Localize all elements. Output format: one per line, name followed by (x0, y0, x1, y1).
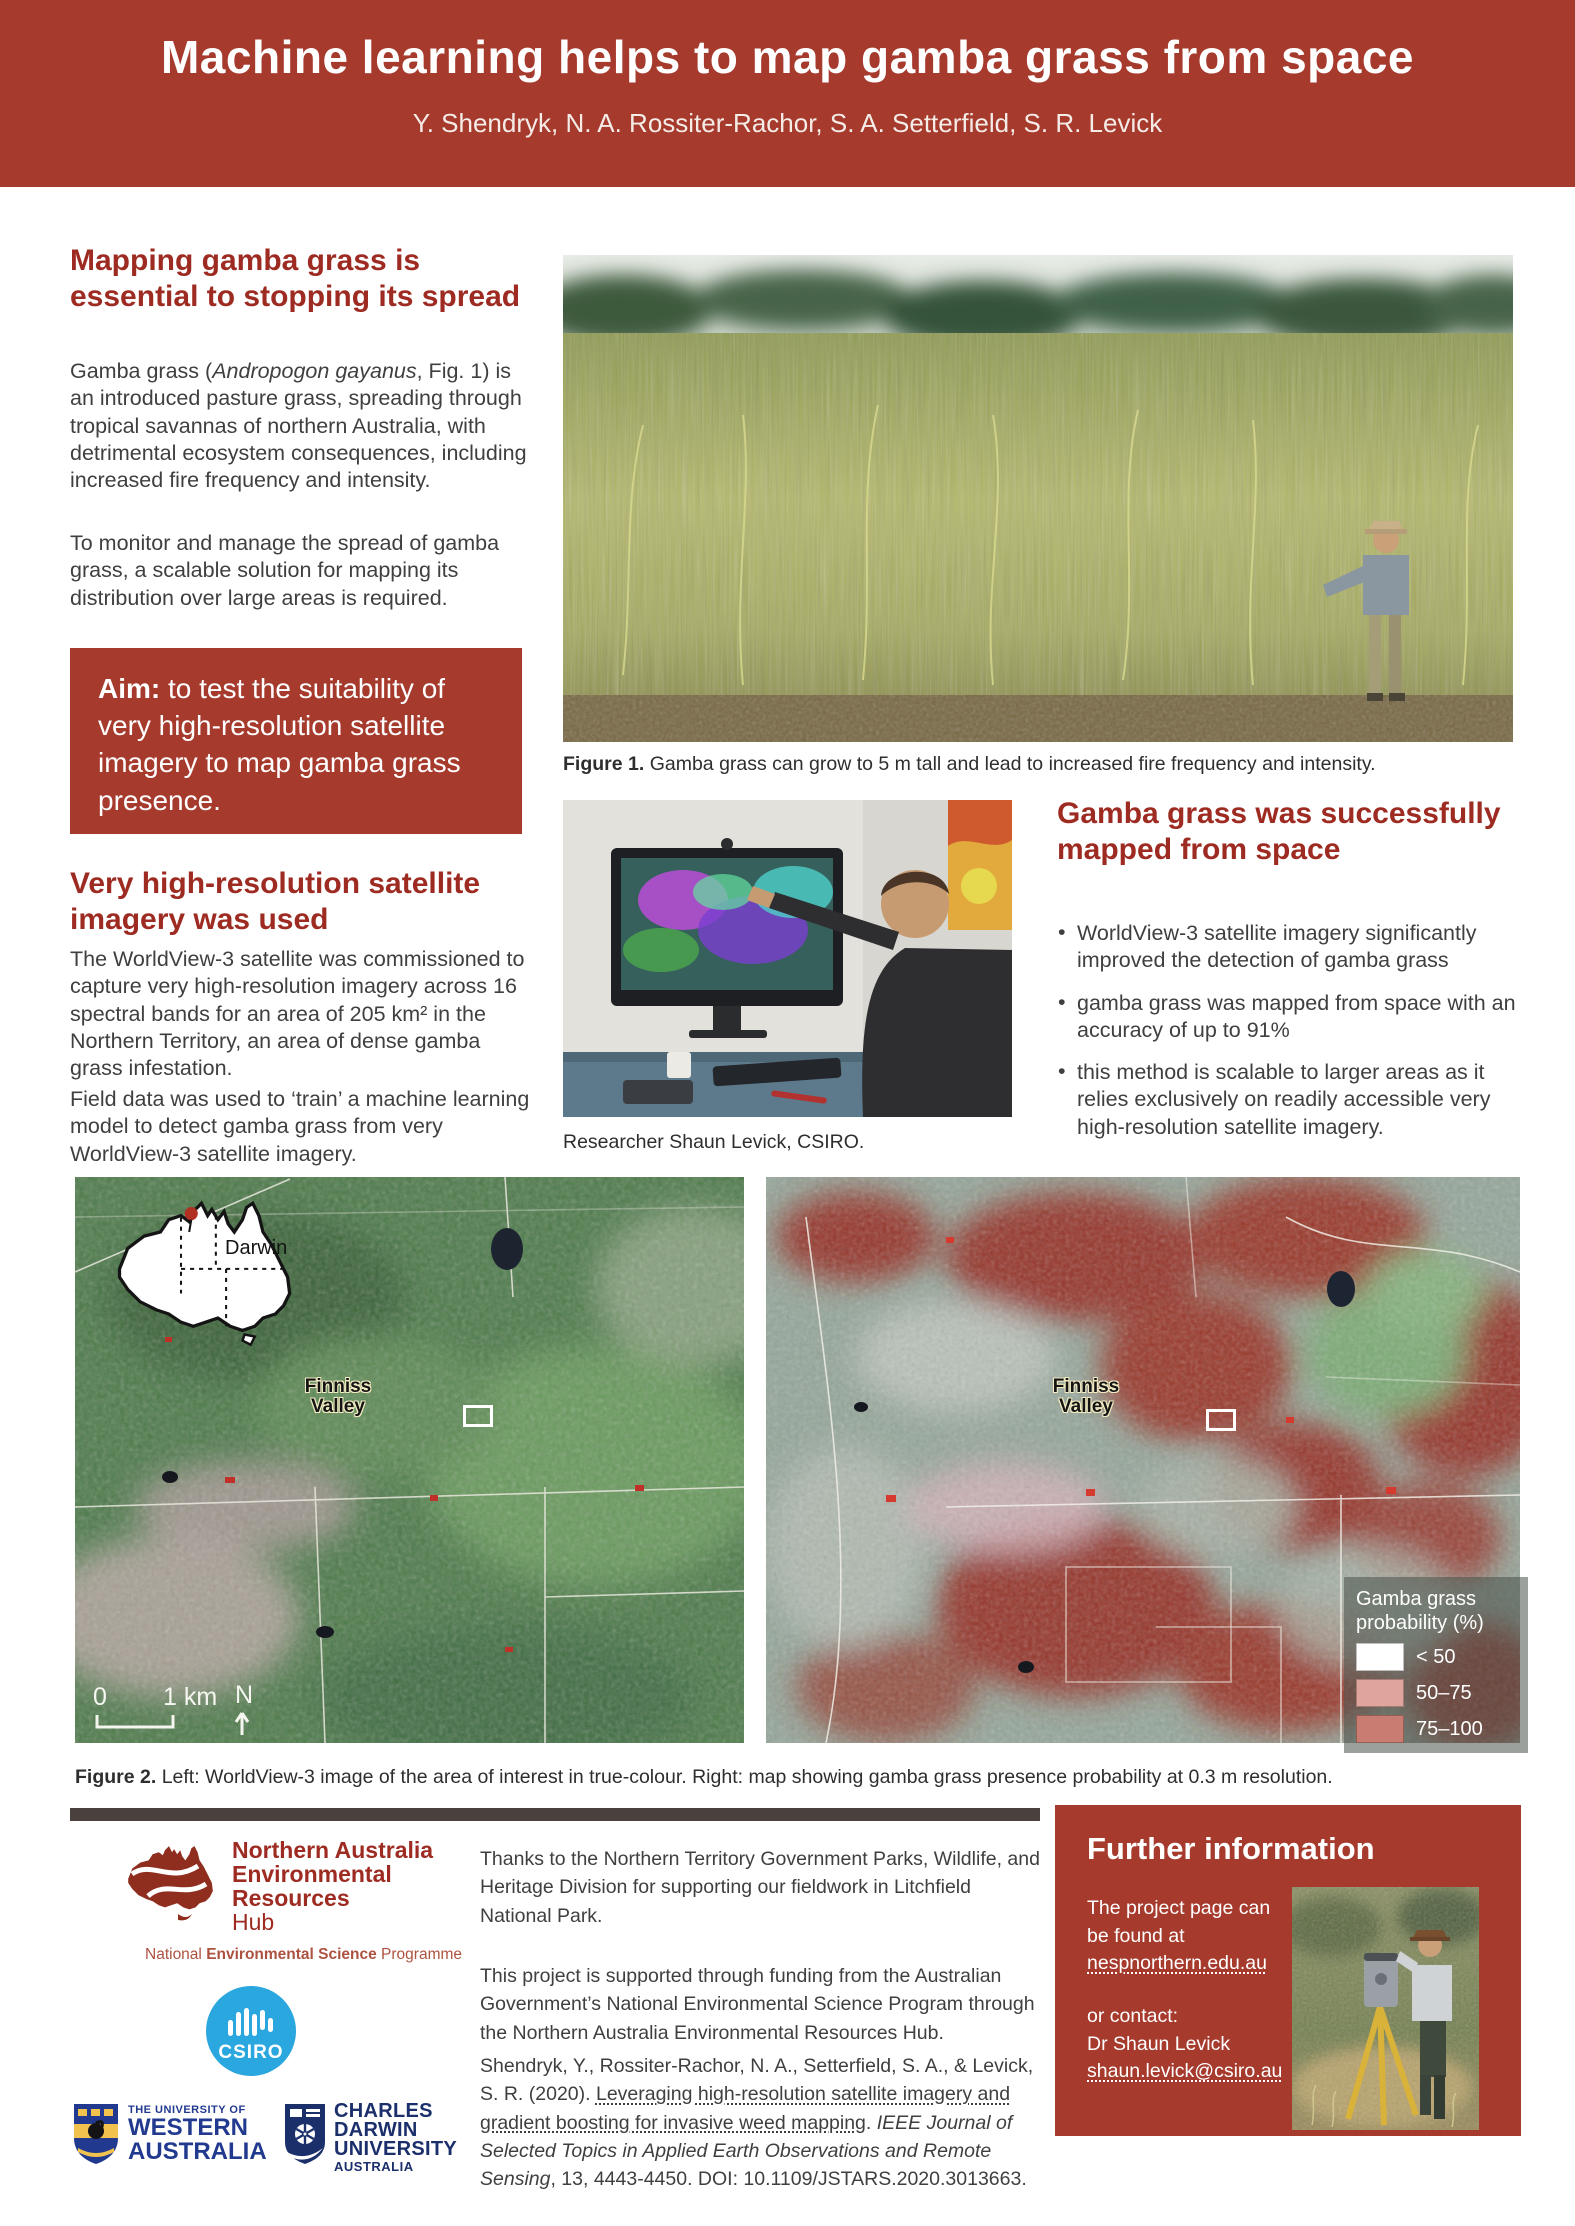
figure2-caption (75, 1765, 1520, 1790)
poster-title: Machine learning helps to map gamba grass from space (160, 31, 1415, 83)
place-label-left-line1: Finniss (304, 1376, 372, 1397)
citation (480, 2052, 1042, 2193)
nesp-pre: National (145, 1946, 207, 1963)
place-label-right-line2: Valley (1059, 1395, 1113, 1417)
researcher-photo-art (563, 800, 1012, 1117)
csiro-wordmark: CSIRO (218, 2042, 284, 2063)
cdu-line1: CHARLES (334, 2100, 433, 2122)
wall-poster (948, 800, 1012, 930)
researcher-photo (563, 800, 1012, 1117)
csiro-mark-icon (224, 2008, 278, 2042)
species-name: Andropogon gayanus (212, 359, 417, 383)
results-bullet-3: • this method is scalable to larger areas as it relies exclusively on readily accessible very high-resolution satellite imagery. (1057, 1059, 1527, 1141)
results-bullet-2: • gamba grass was mapped from space with an accuracy of up to 91% (1057, 990, 1527, 1045)
aim-box (70, 648, 522, 834)
aim-label: Aim: (98, 673, 161, 704)
footer-divider (70, 1808, 1040, 1821)
cdu-shield-art (283, 2102, 327, 2166)
legend-label-75-100: 75–100 (1416, 1717, 1483, 1740)
nesp-post: Programme (376, 1946, 463, 1963)
naerh-line4: Hub (232, 1909, 275, 1936)
further-information-box (1055, 1805, 1521, 2136)
darwin-dot (185, 1207, 198, 1220)
scale-zero: 0 (93, 1683, 107, 1711)
nesp-bold: Environmental Science (206, 1946, 377, 1963)
naerh-logo-text (232, 1838, 472, 1936)
poster-authors: Y. Shendryk, N. A. Rossiter-Rachor, S. A. Setterfield, S. R. Levick (412, 108, 1163, 138)
map-probability (766, 1177, 1520, 1743)
citation-tail: , 13, 4443-4450. DOI: 10.1109/JSTARS.2020.3013663. (550, 2168, 1027, 2191)
intro-heading: Mapping gamba grass is essential to stopping its spread (70, 244, 521, 313)
waterhole (491, 1228, 523, 1270)
aim-body: to test the suitability of very high-resolution satellite imagery to map gamba grass presence. (98, 673, 461, 816)
uwa-logo-text (128, 2104, 298, 2164)
legend-title-line2: probability (%) (1356, 1612, 1484, 1634)
citation-authors: Shendryk, Y., Rossiter-Rachor, N. A., Setterfield, S. A., & Levick, S. R. (2020). (480, 2055, 1034, 2106)
legend-swatch-50-75 (1356, 1679, 1404, 1707)
place-label-right-line1: Finniss (1052, 1376, 1120, 1397)
place-label-left (293, 1377, 383, 1417)
acknowledgement-funding: This project is supported through funding from the Australian Government’s National Environmental Science Program through the Northern Australia Environmental Resources Hub. (480, 1965, 1035, 2044)
citation-journal: IEEE Journal of Selected Topics in Applied Earth Observations and Remote Sensing (480, 2111, 1013, 2191)
darwin-label: Darwin (225, 1237, 288, 1259)
cdu-line3: UNIVERSITY (334, 2138, 458, 2160)
north-label: N (235, 1681, 254, 1709)
intro-p1-post: , Fig. 1) is an introduced pasture grass, spreading through tropical savannas of northern Australia, with detrimental ecosystem consequences, including increased fire frequency and intensity. (70, 359, 527, 493)
figure2-caption-label: Figure 2. (75, 1766, 157, 1788)
naerh-line2: Environmental (232, 1861, 392, 1888)
csiro-logo (206, 1986, 296, 2076)
legend-swatch-75-100 (1356, 1715, 1404, 1743)
legend-row-lt50 (1356, 1643, 1516, 1671)
legend-label-lt50: < 50 (1416, 1645, 1456, 1668)
results-bullet-1: • WorldView-3 satellite imagery significantly improved the detection of gamba grass (1057, 920, 1527, 975)
legend-row-75-100 (1356, 1715, 1516, 1743)
legend-row-50-75 (1356, 1679, 1516, 1707)
cdu-line2: DARWIN (334, 2119, 418, 2141)
place-label-left-line2: Valley (311, 1395, 365, 1417)
further-p1: The project page can be found at (1087, 1897, 1271, 1947)
legend-label-50-75: 50–75 (1416, 1681, 1472, 1704)
intro-paragraph-1 (70, 358, 532, 494)
project-page-link[interactable]: nespnorthern.edu.au (1087, 1952, 1267, 1975)
australia-logo-icon (118, 1840, 218, 1922)
acknowledgement-fieldwork: Thanks to the Northern Territory Government Parks, Wildlife, and Heritage Division for supporting our fieldwork in Litchfield National Park. (480, 1848, 1040, 1927)
figure1-photo (563, 255, 1513, 742)
map-legend (1344, 1577, 1528, 1753)
site-marker-right (1206, 1409, 1236, 1431)
further-contact-text (1087, 2003, 1287, 2086)
method-paragraph-2: Field data was used to ‘train’ a machine learning model to detect gamba grass from very WorldView-3 satellite imagery. (70, 1087, 530, 1166)
scale-km: 1 km (163, 1683, 218, 1711)
cdu-line4: AUSTRALIA (334, 2159, 414, 2174)
naerh-line1: Northern Australia (232, 1837, 434, 1863)
method-heading: Very high-resolution satellite imagery was used (70, 867, 481, 936)
cdu-shield-icon (283, 2102, 327, 2166)
researcher-caption: Researcher Shaun Levick, CSIRO. (563, 1131, 865, 1153)
header-band (0, 0, 1575, 187)
figure2-caption-text: Left: WorldView-3 image of the area of interest in true-colour. Right: map showing gamba grass presence probability at 0.3 m resolution. (156, 1766, 1333, 1788)
results-heading: Gamba grass was successfully mapped from space (1057, 797, 1501, 866)
uwa-line1: THE UNIVERSITY OF (128, 2104, 246, 2116)
map-true-colour-art (75, 1177, 744, 1743)
further-contact-label: or contact: (1087, 2005, 1179, 2027)
uwa-crest-icon (72, 2102, 120, 2166)
contact-email-link[interactable]: shaun.levick@csiro.au (1087, 2060, 1283, 2083)
figure1-photo-art (563, 255, 1513, 742)
further-heading: Further information (1087, 1831, 1375, 1866)
aim-text (98, 670, 494, 819)
fieldwork-photo (1292, 1887, 1479, 2130)
figure1-caption-text: Gamba grass can grow to 5 m tall and lead to increased fire frequency and intensity. (644, 753, 1376, 775)
legend-swatch-lt50 (1356, 1643, 1404, 1671)
uwa-line3: AUSTRALIA (128, 2138, 267, 2165)
cdu-logo-text (334, 2102, 464, 2174)
fieldwork-photo-art (1292, 1887, 1479, 2130)
intro-p1-pre: Gamba grass ( (70, 359, 213, 383)
further-project-text (1087, 1895, 1287, 1978)
place-label-right (1041, 1377, 1131, 1417)
site-marker-left (463, 1405, 493, 1427)
naerh-logo-icon (118, 1840, 218, 1922)
waterhole (1327, 1271, 1355, 1307)
further-contact-name: Dr Shaun Levick (1087, 2032, 1231, 2055)
legend-title-line1: Gamba grass (1356, 1588, 1477, 1610)
figure1-caption (563, 752, 1513, 777)
results-list (1057, 920, 1527, 1156)
figure1-caption-label: Figure 1. (563, 753, 645, 775)
citation-title-link[interactable]: Leveraging high-resolution satellite imagery and gradient boosting for invasive weed mapping (480, 2083, 1011, 2134)
method-paragraph-1: The WorldView-3 satellite was commissioned to capture very high-resolution imagery across 16 spectral bands for an area of 205 km² in the Northern Territory, an area of dense gamba grass infestation. (70, 947, 525, 1081)
uwa-line2: WESTERN (128, 2114, 248, 2141)
citation-sep: . (865, 2111, 877, 2134)
naerh-line3: Resources (232, 1885, 350, 1912)
map-true-colour (75, 1177, 744, 1743)
nesp-tagline (145, 1946, 475, 1964)
uwa-crest-art (72, 2102, 120, 2166)
intro-paragraph-2: To monitor and manage the spread of gamba grass, a scalable solution for mapping its distribution over large areas is required. (70, 531, 500, 610)
